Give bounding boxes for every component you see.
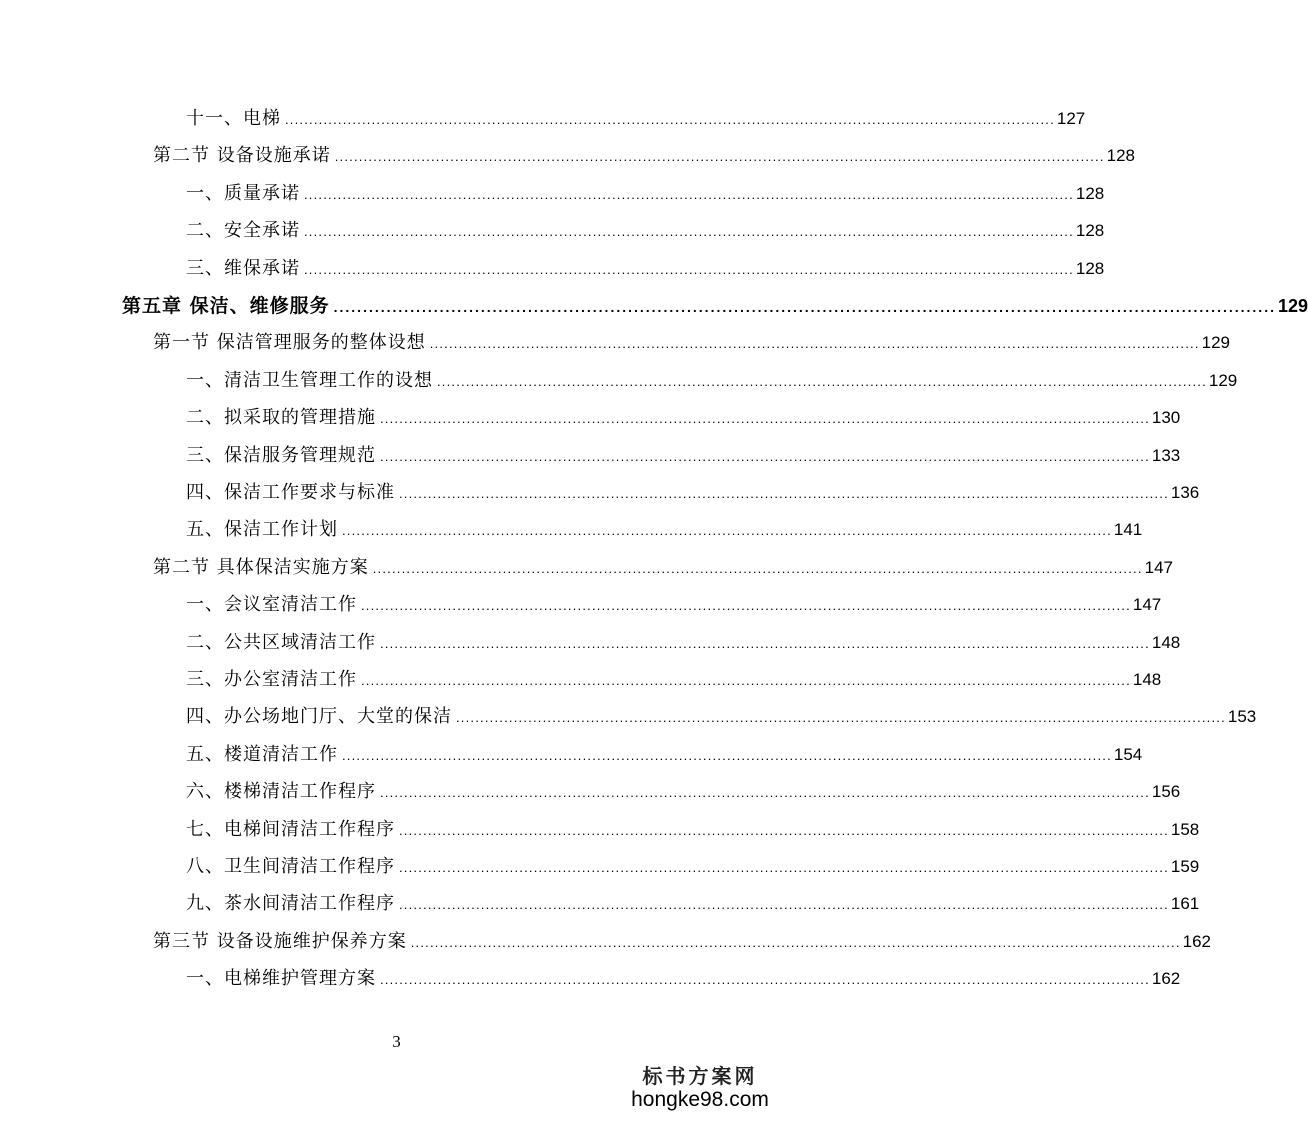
toc-entry[interactable] bbox=[186, 254, 1105, 284]
toc-entry[interactable] bbox=[186, 590, 1162, 620]
toc-entry-page: 158 bbox=[1170, 819, 1200, 839]
watermark-logo bbox=[625, 1064, 775, 1112]
toc-entry-title: 十一、电梯 bbox=[186, 108, 281, 129]
toc-entry[interactable] bbox=[186, 628, 1181, 658]
toc-dot-leader: ................................................................................................................................................................ bbox=[304, 224, 1074, 240]
toc-entry[interactable] bbox=[186, 852, 1200, 882]
toc-dot-leader: ................................................................................................................................................................ bbox=[333, 299, 1276, 315]
toc-dot-leader: ................................................................................................................................................................ bbox=[361, 673, 1131, 688]
toc-entry-page: 129 bbox=[1208, 370, 1238, 390]
toc-entry-page: 148 bbox=[1132, 670, 1162, 689]
toc-entry-title: 四、办公场地门厅、大堂的保洁 bbox=[186, 706, 452, 728]
toc-dot-leader: ................................................................................................................................................................ bbox=[410, 934, 1181, 950]
toc-dot-leader: ................................................................................................................................................................ bbox=[304, 186, 1074, 202]
toc-entry-page: 128 bbox=[1106, 146, 1135, 166]
toc-entry-title: 二、拟采取的管理措施 bbox=[186, 407, 376, 429]
toc-entry[interactable] bbox=[153, 141, 1135, 171]
toc-entry-page: 147 bbox=[1132, 595, 1162, 615]
toc-entry[interactable] bbox=[186, 777, 1181, 807]
toc-entry[interactable] bbox=[153, 553, 1173, 583]
toc-entry-page: 161 bbox=[1170, 894, 1200, 914]
toc-entry[interactable] bbox=[186, 104, 1086, 134]
toc-entry-title: 第二节 设备设施承诺 bbox=[153, 145, 331, 167]
toc-dot-leader: ................................................................................................................................................................ bbox=[429, 336, 1200, 352]
toc-entry-page: 156 bbox=[1151, 782, 1181, 802]
toc-entry-page: 129 bbox=[1277, 296, 1308, 316]
toc-entry[interactable] bbox=[186, 889, 1200, 919]
watermark-cn-text: 标书方案网 bbox=[642, 1064, 758, 1088]
page-number: 3 bbox=[392, 1032, 401, 1051]
toc-dot-leader: ................................................................................................................................................................ bbox=[399, 860, 1169, 875]
toc-entry-page: 154 bbox=[1113, 744, 1143, 764]
toc-entry[interactable] bbox=[186, 366, 1238, 396]
toc-entry-title: 一、质量承诺 bbox=[186, 182, 300, 204]
toc-dot-leader: ................................................................................................................................................................ bbox=[342, 747, 1112, 763]
toc-dot-leader: ................................................................................................................................................................ bbox=[399, 486, 1169, 501]
toc-entry-page: 148 bbox=[1151, 632, 1181, 652]
toc-entry-page: 141 bbox=[1113, 520, 1143, 540]
toc-entry-title: 二、安全承诺 bbox=[186, 220, 300, 242]
toc-dot-leader: ................................................................................................................................................................ bbox=[399, 897, 1169, 913]
toc-entry-title: 一、清洁卫生管理工作的设想 bbox=[186, 369, 433, 391]
toc-entry-title: 五、楼道清洁工作 bbox=[186, 743, 338, 765]
toc-entry[interactable] bbox=[186, 815, 1200, 845]
toc-entry[interactable] bbox=[186, 515, 1143, 545]
toc-entry-page: 127 bbox=[1056, 109, 1086, 128]
toc-entry-title: 第二节 具体保洁实施方案 bbox=[153, 556, 369, 578]
toc-dot-leader: ................................................................................................................................................................ bbox=[380, 635, 1150, 651]
toc-entry[interactable] bbox=[186, 665, 1162, 695]
toc-entry[interactable] bbox=[122, 291, 1308, 321]
toc-entry-title: 三、保洁服务管理规范 bbox=[186, 444, 376, 466]
toc-entry-title: 九、茶水间清洁工作程序 bbox=[186, 893, 395, 915]
toc-dot-leader: ................................................................................................................................................................ bbox=[334, 149, 1105, 165]
toc-entry[interactable] bbox=[186, 478, 1200, 508]
toc-entry-page: 162 bbox=[1182, 931, 1211, 951]
toc-entry-title: 八、卫生间清洁工作程序 bbox=[186, 856, 395, 877]
toc-entry[interactable] bbox=[186, 964, 1181, 994]
toc-entry-page: 159 bbox=[1170, 857, 1200, 876]
toc-entry[interactable] bbox=[186, 441, 1181, 471]
toc-entry[interactable] bbox=[186, 179, 1105, 209]
toc-entry-title: 二、公共区域清洁工作 bbox=[186, 631, 376, 653]
toc-entry-title: 五、保洁工作计划 bbox=[186, 519, 338, 541]
toc-dot-leader: ................................................................................................................................................................ bbox=[456, 710, 1226, 726]
toc-dot-leader: ................................................................................................................................................................ bbox=[372, 560, 1143, 576]
toc-dot-leader: ................................................................................................................................................................ bbox=[399, 822, 1169, 838]
toc-dot-leader: ................................................................................................................................................................ bbox=[361, 598, 1131, 614]
toc-dot-leader: ................................................................................................................................................................ bbox=[285, 112, 1055, 127]
toc-entry-page: 128 bbox=[1075, 183, 1105, 203]
toc-dot-leader: ................................................................................................................................................................ bbox=[380, 448, 1150, 464]
toc-entry-title: 第五章 保洁、维修服务 bbox=[122, 295, 330, 317]
toc-entry-page: 147 bbox=[1144, 557, 1173, 577]
toc-entry[interactable] bbox=[153, 927, 1211, 957]
toc-entry-page: 162 bbox=[1151, 969, 1181, 989]
toc-entry[interactable] bbox=[186, 403, 1181, 433]
toc-entry-page: 130 bbox=[1151, 408, 1181, 428]
toc-entry-page: 128 bbox=[1075, 258, 1105, 278]
toc-entry-page: 136 bbox=[1170, 483, 1200, 502]
toc-entry-page: 133 bbox=[1151, 445, 1181, 465]
toc-entry-title: 四、保洁工作要求与标准 bbox=[186, 482, 395, 503]
toc-entry[interactable] bbox=[153, 328, 1230, 358]
toc-entry-page: 128 bbox=[1075, 221, 1105, 241]
toc-dot-leader: ................................................................................................................................................................ bbox=[380, 411, 1150, 427]
toc-entry-title: 七、电梯间清洁工作程序 bbox=[186, 818, 395, 840]
toc-entry[interactable] bbox=[186, 740, 1143, 770]
toc-dot-leader: ................................................................................................................................................................ bbox=[437, 373, 1207, 389]
watermark-url-text: hongke98.com bbox=[631, 1088, 769, 1111]
toc-dot-leader: ................................................................................................................................................................ bbox=[380, 785, 1150, 801]
toc-entry-title: 第一节 保洁管理服务的整体设想 bbox=[153, 332, 426, 354]
toc-entry[interactable] bbox=[186, 702, 1257, 732]
toc-entry-page: 129 bbox=[1201, 333, 1230, 353]
toc-dot-leader: ................................................................................................................................................................ bbox=[342, 523, 1112, 539]
toc-entry-title: 一、会议室清洁工作 bbox=[186, 594, 357, 616]
toc-dot-leader: ................................................................................................................................................................ bbox=[304, 261, 1074, 277]
toc-dot-leader: ................................................................................................................................................................ bbox=[380, 972, 1150, 988]
toc-entry-title: 一、电梯维护管理方案 bbox=[186, 968, 376, 990]
toc-entry-page: 153 bbox=[1227, 707, 1257, 727]
toc-entry-title: 六、楼梯清洁工作程序 bbox=[186, 781, 376, 803]
toc-entry-title: 第三节 设备设施维护保养方案 bbox=[153, 930, 407, 952]
toc-entry[interactable] bbox=[186, 216, 1105, 246]
toc-entry-title: 三、办公室清洁工作 bbox=[186, 669, 357, 690]
toc-entry-title: 三、维保承诺 bbox=[186, 257, 300, 279]
